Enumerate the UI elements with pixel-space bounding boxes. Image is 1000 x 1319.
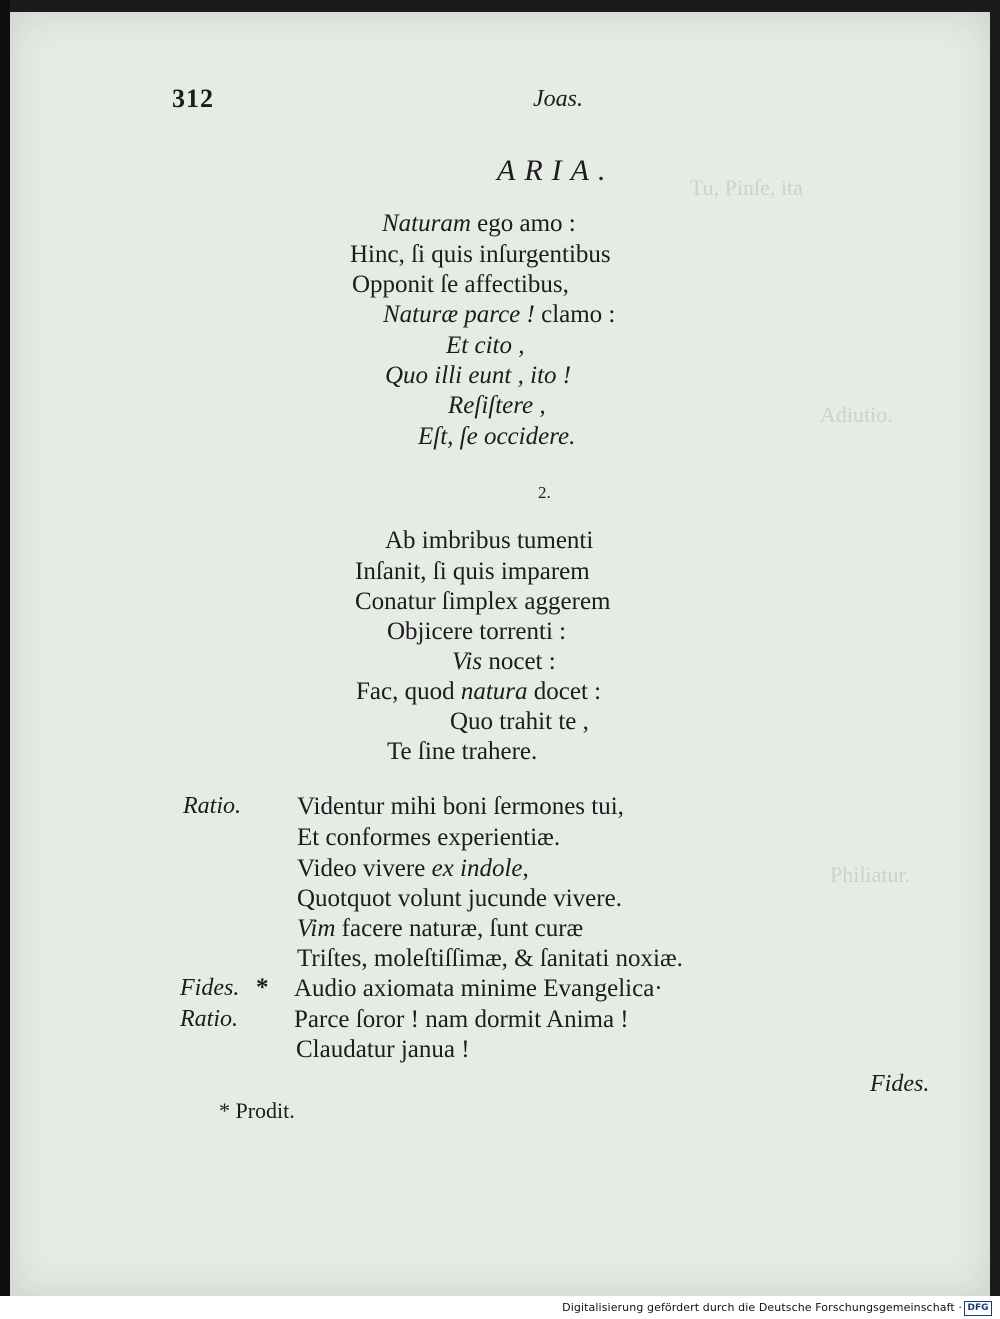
dialogue-line: Quotquot volunt jucunde vivere. xyxy=(297,885,622,912)
verse-line: Quo trahit te , xyxy=(450,708,589,735)
speaker-name: Ratio. xyxy=(180,1006,238,1032)
verse-line: Objicere torrenti : xyxy=(387,618,567,645)
dialogue-line: Video vivere ex indole, xyxy=(297,855,529,882)
speaker-name: Fides. xyxy=(180,975,240,1001)
verse-line: Hinc, ſi quis inſurgentibus xyxy=(350,241,611,268)
speaker-name: Ratio. xyxy=(183,793,241,819)
catchword: Fides. xyxy=(870,1071,930,1097)
verse-line: Et cito , xyxy=(446,332,525,359)
verse-line: Fac, quod natura docet : xyxy=(356,678,602,705)
verse-line: Inſanit, ſi quis imparem xyxy=(355,558,590,585)
dialogue-line: Claudatur janua ! xyxy=(296,1036,470,1063)
verse-line: Naturam ego amo : xyxy=(382,210,576,237)
verse-line: Te ſine trahere. xyxy=(387,738,538,765)
verse-line: Naturæ parce ! clamo : xyxy=(383,301,616,328)
verse-line: Quo illi eunt , ito ! xyxy=(385,362,572,389)
dialogue-line: Et conformes experientiæ. xyxy=(297,824,561,851)
verse-line: Eſt, ſe occidere. xyxy=(418,423,576,450)
dialogue-line: Vim facere naturæ, ſunt curæ xyxy=(297,915,584,942)
dialogue-line: Triſtes, moleſtiſſimæ, & ſanitati noxiæ. xyxy=(297,945,683,972)
dialogue-line: Audio axiomata minime Evangelica· xyxy=(294,975,663,1002)
aria-title: ARIA. xyxy=(497,154,615,187)
bleed-through: Philiatur. xyxy=(830,862,911,887)
footnote-marker: * xyxy=(256,974,269,1001)
dialogue-line: Parce ſoror ! nam dormit Anima ! xyxy=(294,1006,629,1033)
dialogue-line: Videntur mihi boni ſermones tui, xyxy=(297,793,624,820)
footnote: * Prodit. xyxy=(219,1098,295,1123)
verse-line: Reſiſtere , xyxy=(448,392,546,419)
dfg-logo-icon: DFG xyxy=(964,1301,992,1316)
scan-edge xyxy=(0,0,10,1296)
verse-line: Ab imbribus tumenti xyxy=(385,527,594,554)
verse-line: Conatur ſimplex aggerem xyxy=(355,588,611,615)
verse-line: Opponit ſe affectibus, xyxy=(352,271,569,298)
bleed-through: Adiutio. xyxy=(820,402,893,427)
page-number: 312 xyxy=(172,84,214,113)
verse-line: Vis nocet : xyxy=(452,648,556,675)
digitization-credit: Digitalisierung gefördert durch die Deutsche Forschungsgemeinschaft · xyxy=(562,1301,962,1314)
bleed-through: Tu, Pinſe, ita xyxy=(690,175,803,200)
stanza-number: 2. xyxy=(538,483,551,502)
running-head: Joas. xyxy=(533,86,583,112)
